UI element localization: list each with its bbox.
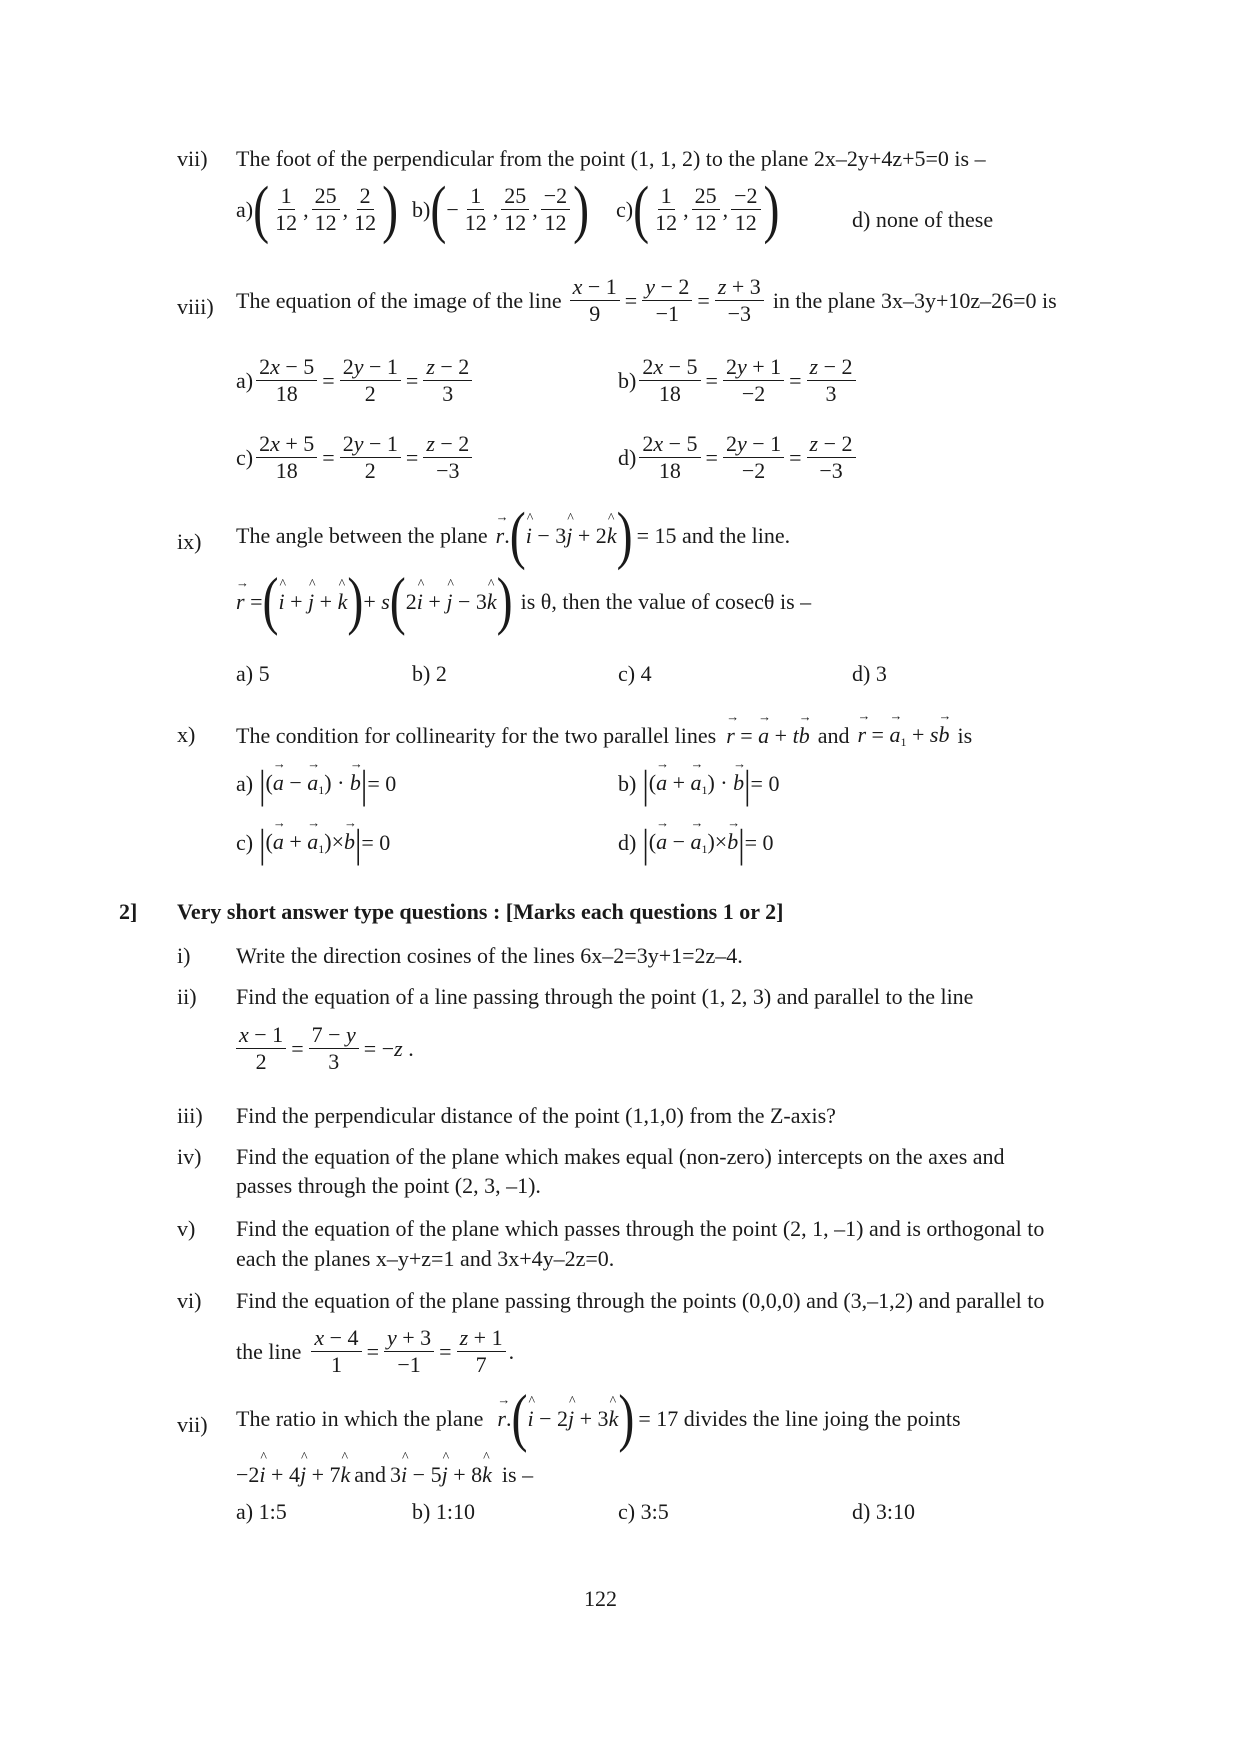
question-text: The condition for collinearity for the two parallel lines → r = → a + t→ b and → r = → $a_1 + s\to b$ is — [236, 722, 972, 750]
option-b: b) $\frac{2x - 5}{18}$ = $\frac{2y + 1}{-2}$ = $\frac{z - 2}{3}$ — [618, 354, 859, 408]
question-text: Find the perpendicular distance of the point (1,1,0) from the Z-axis? — [236, 1103, 836, 1128]
option-b: b) 1:10 — [412, 1499, 475, 1524]
question-lead: The ratio in which the plane — [236, 1406, 484, 1432]
question-text: The ratio in which the plane → r. ( ^ i − 2^ j + 3^ k ) = 17 divides the line joing the points — [236, 1395, 961, 1443]
option-b: b) 2 — [412, 661, 447, 686]
option-label: d) — [618, 830, 637, 856]
option-label: d) — [618, 445, 637, 471]
question-mid: and — [354, 1462, 387, 1487]
option-label: c) — [616, 197, 634, 223]
question-tail: = 15 and the line. — [636, 523, 791, 549]
option-c: c) | (→ a + → $a_1)\times\to b$ | = 0 — [236, 827, 390, 859]
question-text: Find the equation of a line passing through the point (1, 2, 3) and parallel to the line — [236, 984, 974, 1009]
option-label: c) — [236, 830, 254, 856]
option-label: a) — [236, 368, 254, 394]
option-a: a) ( $\frac{1}{12}$ , $\frac{25}{12}$ , $\frac{2}{12}$ ) — [236, 173, 399, 245]
option-label: a) — [236, 197, 254, 223]
option-d: d) 3 — [852, 661, 887, 686]
question-tail: = 17 divides the line joing the points — [638, 1406, 961, 1432]
option-label: c) — [236, 445, 254, 471]
option-c: c) ( $\frac{1}{12}$ , $\frac{25}{12}$ , $\frac{-2}{12}$ ) — [616, 173, 780, 245]
question-number: i) — [177, 943, 191, 968]
question-text: The foot of the perpendicular from the point (1, 1, 2) to the plane 2x–2y+4z+5=0 is – — [236, 146, 986, 171]
question-number: iii) — [177, 1103, 203, 1128]
option-d: d) | (→ a − → $a_1)\times\to b$ | = 0 — [618, 827, 774, 859]
question-text: The equation of the image of the line $\frac{x - 1}{9}$ = $\frac{y - 2}{-1}$ = $\frac{z + 3}{-3}$ in the plane 3x–3y+10z–26=0 is — [236, 274, 1057, 327]
option-a: a) 5 — [236, 661, 270, 686]
line-equation: → r = ( ^ i + ^ j + ^ k ) + s ( 2^ i + ^ j − 3^ k ) is θ, then the value of cosecθ is – — [236, 578, 811, 626]
option-c: c) 3:5 — [618, 1499, 669, 1524]
question-text-line2: passes through the point (2, 3, –1). — [236, 1173, 541, 1198]
question-number: v) — [177, 1216, 196, 1241]
question-lead: The angle between the plane — [236, 523, 488, 549]
question-text-line2: the line $\frac{x - 4}{1}$ = $\frac{y + 3}{-1}$ = $\frac{z + 1}{7}$ . — [236, 1325, 515, 1378]
option-d: d) $\frac{2x - 5}{18}$ = $\frac{2y - 1}{-2}$ = $\frac{z - 2}{-3}$ — [618, 431, 859, 485]
option-label: a) — [236, 771, 254, 797]
option-label: b) — [618, 771, 637, 797]
question-number: x) — [177, 722, 196, 747]
question-lead: The condition for collinearity for the two parallel lines — [236, 723, 717, 749]
question-lead: The equation of the image of the line — [236, 288, 562, 314]
option-d: d) 3:10 — [852, 1499, 915, 1524]
question-text-line1: Find the equation of the plane which makes equal (non-zero) intercepts on the axes and — [236, 1144, 1005, 1169]
option-b: b) | (→ a + → $a_1$) · → b | = 0 — [618, 768, 779, 800]
option-label: b) — [618, 368, 637, 394]
section-number: 2] — [119, 899, 138, 924]
question-tail: is – — [501, 1462, 534, 1487]
option-d: d) none of these — [852, 207, 994, 232]
option-c: c) 4 — [618, 661, 652, 686]
question-tail: is — [957, 723, 973, 749]
question-number: iv) — [177, 1144, 202, 1169]
question-text-line1: Find the equation of the plane passing through the points (0,0,0) and (3,–1,2) and parallel to — [236, 1288, 1045, 1313]
line-equation: $\frac{x - 1}{2}$ = $\frac{7 - y}{3}$ = −z . — [236, 1022, 416, 1076]
option-a: a) | (→ a − → $a_1$) · → b | = 0 — [236, 768, 396, 800]
question-text: The angle between the plane → r. ( ^ i − 3^ j + 2^ k ) = 15 and the line. — [236, 512, 790, 560]
question-tail: is θ, then the value of cosecθ is – — [520, 589, 812, 615]
question-number: viii) — [177, 294, 214, 319]
question-number: ii) — [177, 984, 197, 1009]
option-c: c) $\frac{2x + 5}{18}$ = $\frac{2y - 1}{2}$ = $\frac{z - 2}{-3}$ — [236, 431, 475, 485]
question-text-line2: each the planes x–y+z=1 and 3x+4y–2z=0. — [236, 1246, 615, 1271]
option-b: b) ( − $\frac{1}{12}$ , $\frac{25}{12}$ , $\frac{-2}{12}$ ) — [412, 173, 590, 245]
page-number: 122 — [584, 1586, 617, 1611]
question-number: vii) — [177, 1412, 208, 1437]
option-a: a) 1:5 — [236, 1499, 287, 1524]
question-number: ix) — [177, 529, 202, 554]
question-number: vi) — [177, 1288, 202, 1313]
question-mid: and — [817, 723, 850, 749]
option-label: b) — [412, 197, 431, 223]
question-lead: the line — [236, 1339, 302, 1365]
section-title: Very short answer type questions : [Marks each questions 1 or 2] — [177, 899, 784, 924]
question-text: Write the direction cosines of the lines 6x–2=3y+1=2z–4. — [236, 943, 743, 968]
option-a: a) $\frac{2x - 5}{18}$ = $\frac{2y - 1}{2}$ = $\frac{z - 2}{3}$ — [236, 354, 475, 408]
question-text-line1: Find the equation of the plane which passes through the point (2, 1, –1) and is orthogonal to — [236, 1216, 1045, 1241]
question-number: vii) — [177, 146, 208, 171]
question-tail: in the plane 3x–3y+10z–26=0 is — [772, 288, 1057, 314]
points-line: −2^ i + 4^ j + 7^ k and 3^ i − 5^ j + 8^ k is – — [236, 1462, 533, 1487]
